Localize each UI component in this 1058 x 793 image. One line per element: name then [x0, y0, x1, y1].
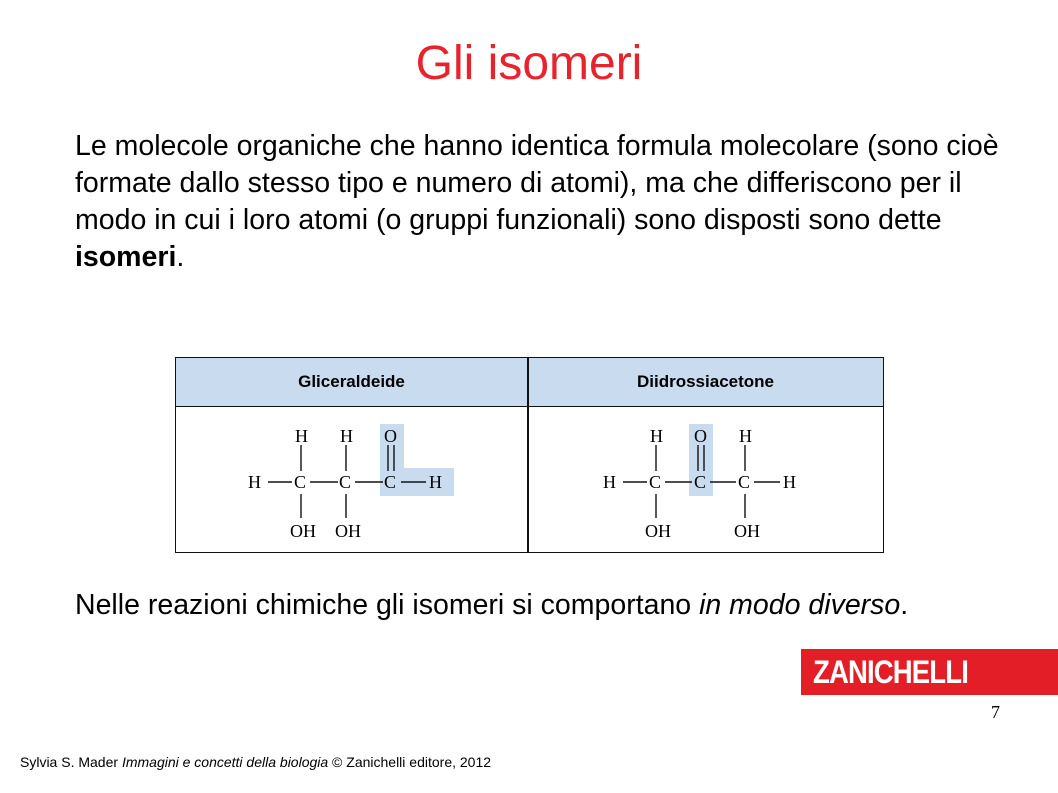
definition-end: .	[176, 241, 185, 273]
atom-h: H	[429, 472, 442, 492]
glyceraldehyde-structure	[240, 420, 470, 550]
atom-c: C	[294, 472, 307, 492]
column-divider	[527, 358, 529, 552]
definition-text: Le molecole organiche che hanno identica formula molecolare (sono cioè formate dallo stesso tipo e numero di atomi), ma che differiscono per il modo in cui i loro atomi (o gruppi funzionali) sono disposti sono dette	[75, 130, 999, 236]
atom-c: C	[738, 472, 751, 492]
atom-h: H	[295, 426, 308, 446]
table-header	[176, 358, 883, 407]
reactions-text: Nelle reazioni chimiche gli isomeri si comportano	[75, 589, 700, 621]
footer-book-title: Immagini e concetti della biologia	[121, 754, 329, 770]
atom-c: C	[384, 472, 397, 492]
definition-paragraph	[75, 128, 1005, 276]
reactions-emphasis: in modo diverso	[699, 589, 901, 621]
atom-h: H	[603, 472, 616, 492]
atom-oh: OH	[335, 521, 361, 541]
atom-c: C	[339, 472, 352, 492]
atom-h: H	[739, 426, 752, 446]
dihydroxyacetone-structure	[597, 420, 827, 550]
zanichelli-logo	[801, 649, 1058, 695]
atom-h: H	[340, 426, 353, 446]
header-glyceraldehyde: Gliceraldeide	[298, 372, 405, 391]
atom-h: H	[650, 426, 663, 446]
slide-title: Gli isomeri	[415, 37, 643, 90]
header-dihydroxyacetone: Diidrossiacetone	[637, 372, 774, 391]
atom-oh: OH	[645, 521, 671, 541]
page-number: 7	[991, 702, 1000, 722]
atom-oh: OH	[290, 521, 316, 541]
reactions-paragraph	[75, 587, 1005, 624]
reactions-end: .	[900, 589, 909, 621]
footer-publisher: © Zanichelli editore, 2012	[328, 754, 492, 770]
atom-c: C	[649, 472, 662, 492]
atom-h: H	[248, 472, 261, 492]
footer-author: Sylvia S. Mader	[20, 754, 122, 770]
footer-credit	[20, 754, 491, 770]
atom-h: H	[783, 472, 796, 492]
atom-o: O	[384, 426, 397, 446]
atom-o: O	[694, 426, 707, 446]
atom-c: C	[694, 472, 707, 492]
atom-oh: OH	[734, 521, 760, 541]
logo-text: ZANICHELLI	[813, 654, 968, 690]
definition-term: isomeri	[75, 241, 177, 273]
